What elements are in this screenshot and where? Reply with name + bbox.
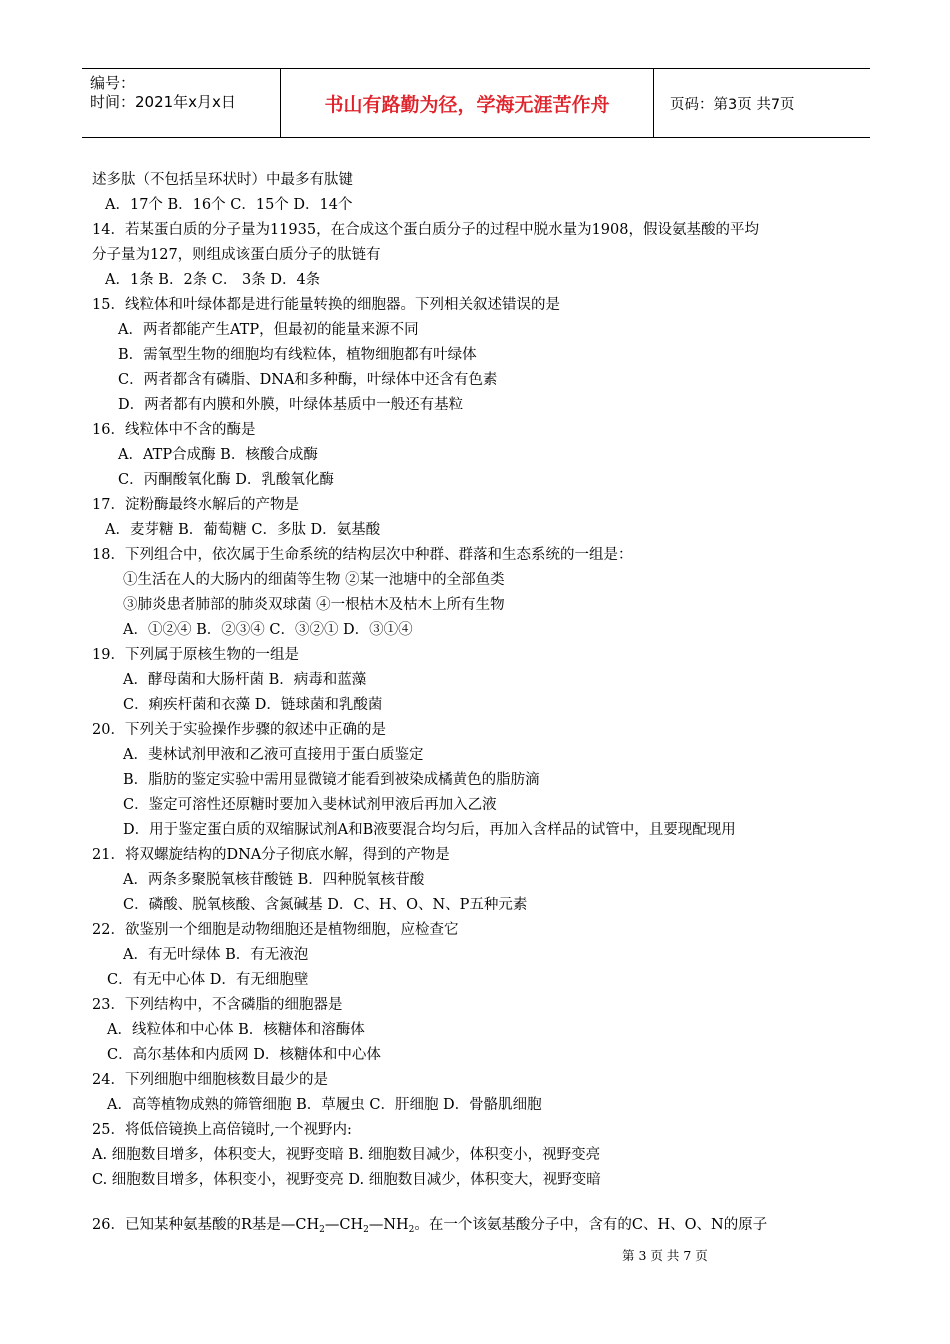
text-line: A．线粒体和中心体 B．核糖体和溶酶体 (107, 1022, 365, 1038)
text-line: A．斐林试剂甲液和乙液可直接用于蛋白质鉴定 (123, 747, 424, 763)
text-line: 14．若某蛋白质的分子量为11935，在合成这个蛋白质分子的过程中脱水量为1908，假设氨基酸的平均 (92, 222, 759, 238)
text-line: 分子量为127，则组成该蛋白质分子的肽链有 (92, 247, 381, 263)
text-line: D．用于鉴定蛋白质的双缩脲试剂A和B液要混合均匀后，再加入含样品的试管中，且要现配现用 (123, 822, 736, 838)
text-line: A．酵母菌和大肠杆菌 B．病毒和蓝藻 (123, 672, 367, 688)
text-line: 23．下列结构中，不含磷脂的细胞器是 (92, 997, 343, 1013)
header-page-label (662, 69, 870, 137)
q26-text: 。在一个该氨基酸分子中，含有的C、H、O、N的原子 (414, 1217, 768, 1233)
q26-subscript: 2 (408, 1225, 415, 1235)
text-line: A．高等植物成熟的筛管细胞 B．草履虫 C．肝细胞 D．骨骼肌细胞 (107, 1097, 542, 1113)
text-line: A．17个 B．16个 C．15个 D．14个 (105, 197, 353, 213)
text-line: D．两者都有内膜和外膜，叶绿体基质中一般还有基粒 (118, 397, 464, 413)
text-line: 20．下列关于实验操作步骤的叙述中正确的是 (92, 722, 386, 738)
text-line: C．鉴定可溶性还原糖时要加入斐林试剂甲液后再加入乙液 (123, 797, 497, 813)
text-line: A. 细胞数目增多，体积变大，视野变暗 B. 细胞数目减少，体积变小，视野变亮 (92, 1147, 601, 1163)
question-26-line (92, 1215, 767, 1235)
number-label: 编号： (90, 74, 136, 92)
text-line: C．痢疾杆菌和衣藻 D．链球菌和乳酸菌 (123, 697, 383, 713)
q26-subscript: 2 (363, 1225, 369, 1235)
text-line: C．高尔基体和内质网 D．核糖体和中心体 (107, 1047, 381, 1063)
page-header (82, 68, 870, 138)
text-line: C．两者都含有磷脂、DNA和多种酶，叶绿体中还含有色素 (118, 372, 498, 388)
text-line: 19．下列属于原核生物的一组是 (92, 647, 299, 663)
text-line: 21．将双螺旋结构的DNA分子彻底水解，得到的产物是 (92, 847, 450, 863)
page-number-label: 页码：第3页 共7页 (670, 96, 795, 113)
text-line: A．麦芽糖 B．葡萄糖 C．多肽 D．氨基酸 (105, 522, 381, 538)
text-line: 25．将低倍镜换上高倍镜时,一个视野内: (92, 1122, 352, 1138)
text-line: ③肺炎患者肺部的肺炎双球菌 ④一根枯木及枯木上所有生物 (123, 597, 505, 613)
text-line: 24．下列细胞中细胞核数目最少的是 (92, 1072, 328, 1088)
text-line: 18．下列组合中，依次属于生命系统的结构层次中种群、群落和生态系统的一组是： (92, 547, 633, 563)
text-line: 16．线粒体中不含的酶是 (92, 422, 256, 438)
text-line: A．有无叶绿体 B．有无液泡 (123, 947, 309, 963)
text-line: 17．淀粉酶最终水解后的产物是 (92, 497, 299, 513)
text-line: A．ATP合成酶 B．核酸合成酶 (118, 447, 318, 463)
text-line: ①生活在人的大肠内的细菌等生物 ②某一池塘中的全部鱼类 (123, 572, 505, 588)
text-line: B．需氧型生物的细胞均有线粒体，植物细胞都有叶绿体 (118, 347, 477, 363)
header-meta-cell (82, 69, 281, 137)
header-motto: 书山有路勤为径，学海无涯苦作舟 (281, 69, 654, 137)
text-line: C. 细胞数目增多，体积变小，视野变亮 D. 细胞数目减少，体积变大，视野变暗 (92, 1172, 601, 1188)
q26-text: 26．已知某种氨基酸的R基是—CH (92, 1217, 320, 1233)
q26-text: —CH (324, 1217, 364, 1233)
text-line: A．两条多聚脱氧核苷酸链 B．四种脱氧核苷酸 (123, 872, 425, 888)
text-line: A．两者都能产生ATP，但最初的能量来源不同 (118, 322, 419, 338)
text-line: C．有无中心体 D．有无细胞壁 (107, 972, 309, 988)
text-line: C．磷酸、脱氧核酸、含氮碱基 D．C、H、O、N、P五种元素 (123, 897, 528, 913)
text-line: A．①②④ B．②③④ C．③②① D．③①④ (123, 622, 413, 638)
time-label: 时间：2021年x月x日 (90, 93, 236, 111)
q26-text: —NH (368, 1217, 409, 1233)
text-line: B．脂肪的鉴定实验中需用显微镜才能看到被染成橘黄色的脂肪滴 (123, 772, 540, 788)
text-line: 述多肽（不包括呈环状时）中最多有肽键 (92, 172, 353, 188)
page-footer: 第 3 页 共 7 页 (622, 1248, 708, 1263)
text-line: C．丙酮酸氧化酶 D．乳酸氧化酶 (118, 472, 334, 488)
text-line: A．1条 B．2条 C． 3条 D．4条 (105, 272, 321, 288)
text-line: 22．欲鉴别一个细胞是动物细胞还是植物细胞，应检查它 (92, 922, 459, 938)
q26-subscript: 2 (319, 1225, 325, 1235)
text-line: 15．线粒体和叶绿体都是进行能量转换的细胞器。下列相关叙述错误的是 (92, 297, 560, 313)
